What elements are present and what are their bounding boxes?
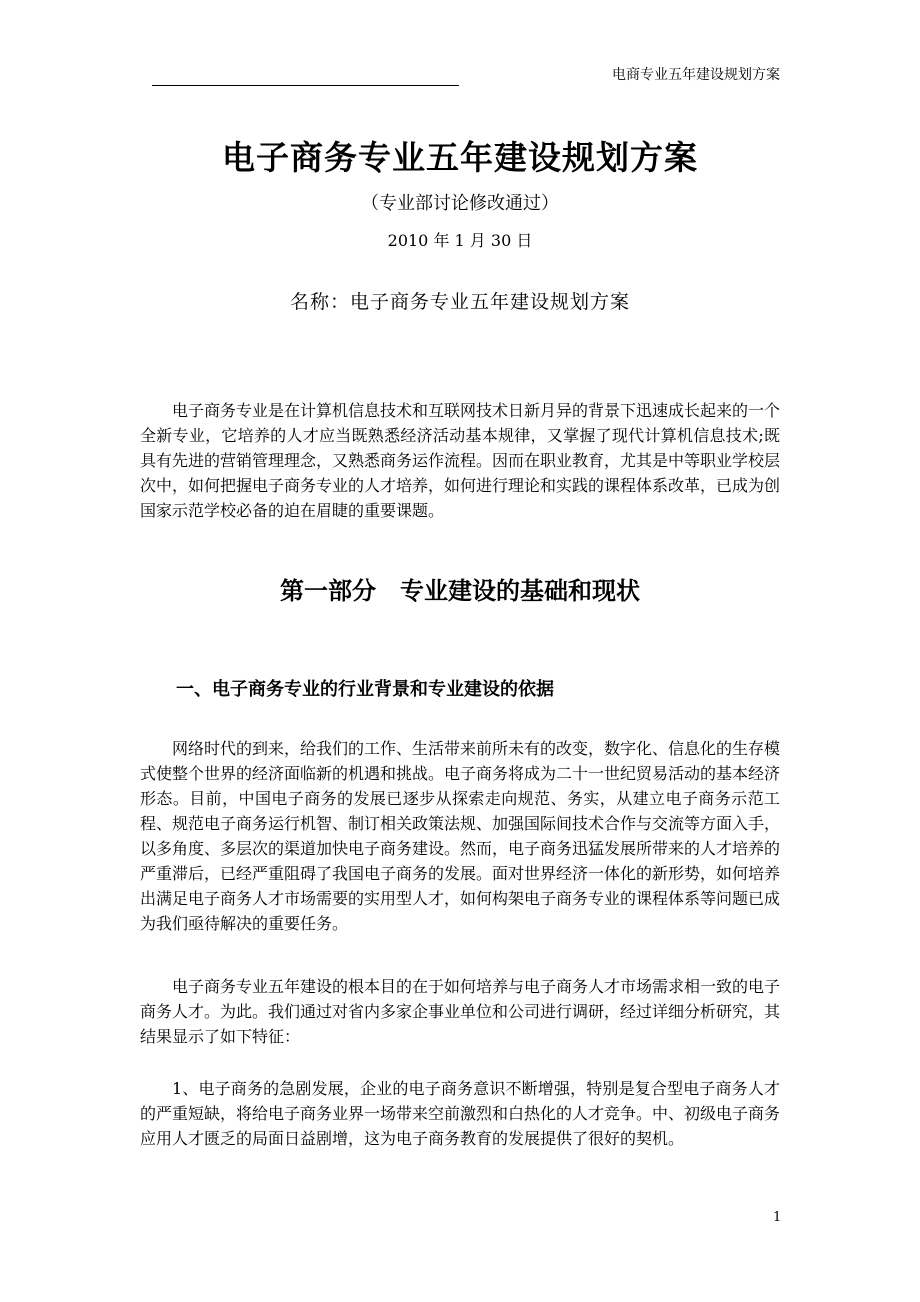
body-paragraph-1: 网络时代的到来，给我们的工作、生活带来前所未有的改变，数字化、信息化的生存模式使整个世界的经济面临新的机遇和挑战。电子商务将成为二十一世纪贸易活动的基本经济形态。目前，中国电子商务的发展已逐步从探索走向规范、务实，从建立电子商务示范工程、规范电子商务运行机智、制订相关政策法规、加强国际间技术合作与交流等方面入手，以多角度、多层次的渠道加快电子商务建设。然而，电子商务迅猛发展所带来的人才培养的严重滞后，已经严重阻碍了我国电子商务的发展。面对世界经济一体化的新形势，如何培养出满足电子商务人才市场需要的实用型人才，如何构架电子商务专业的课程体系等问题已成为我们亟待解决的重要任务。 xyxy=(140,739,781,933)
document-date: 2010 年 1 月 30 日 xyxy=(387,231,533,250)
intro-paragraph: 电子商务专业是在计算机信息技术和互联网技术日新月异的背景下迅速成长起来的一个全新专业，它培养的人才应当既熟悉经济活动基本规律，又掌握了现代计算机信息技术;既具有先进的营销管理理念，又熟悉商务运作流程。因而在职业教育，尤其是中等职业学校层次中，如何把握电子商务专业的人才培养，如何进行理论和实践的课程体系改革，已成为创国家示范学校必备的迫在眉睫的重要课题。 xyxy=(140,401,781,520)
body-paragraph-3: 1、电子商务的急剧发展，企业的电子商务意识不断增强，特别是复合型电子商务人才的严重短缺，将给电子商务业界一场带来空前激烈和白热化的人才竞争。中、初级电子商务应用人才匮乏的局面日益剧增，这为电子商务教育的发展提供了很好的契机。 xyxy=(140,1079,781,1148)
header-rule xyxy=(152,85,459,86)
document-subtitle: （专业部讨论修改通过） xyxy=(361,193,559,214)
document-name-line: 名称：电子商务专业五年建设规划方案 xyxy=(289,291,630,313)
document-title: 电子商务专业五年建设规划方案 xyxy=(222,138,698,177)
section-heading: 一、电子商务专业的行业背景和专业建设的依据 xyxy=(176,679,554,700)
body-paragraph-2: 电子商务专业五年建设的根本目的在于如何培养与电子商务人才市场需求相一致的电子商务人才。为此。我们通过对省内多家企事业单位和公司进行调研，经过详细分析研究，其结果显示了如下特征： xyxy=(140,977,781,1046)
running-header: 电商专业五年建设规划方案 xyxy=(612,67,780,83)
page-number: 1 xyxy=(773,1210,782,1225)
part-heading: 第一部分 专业建设的基础和现状 xyxy=(280,577,640,605)
